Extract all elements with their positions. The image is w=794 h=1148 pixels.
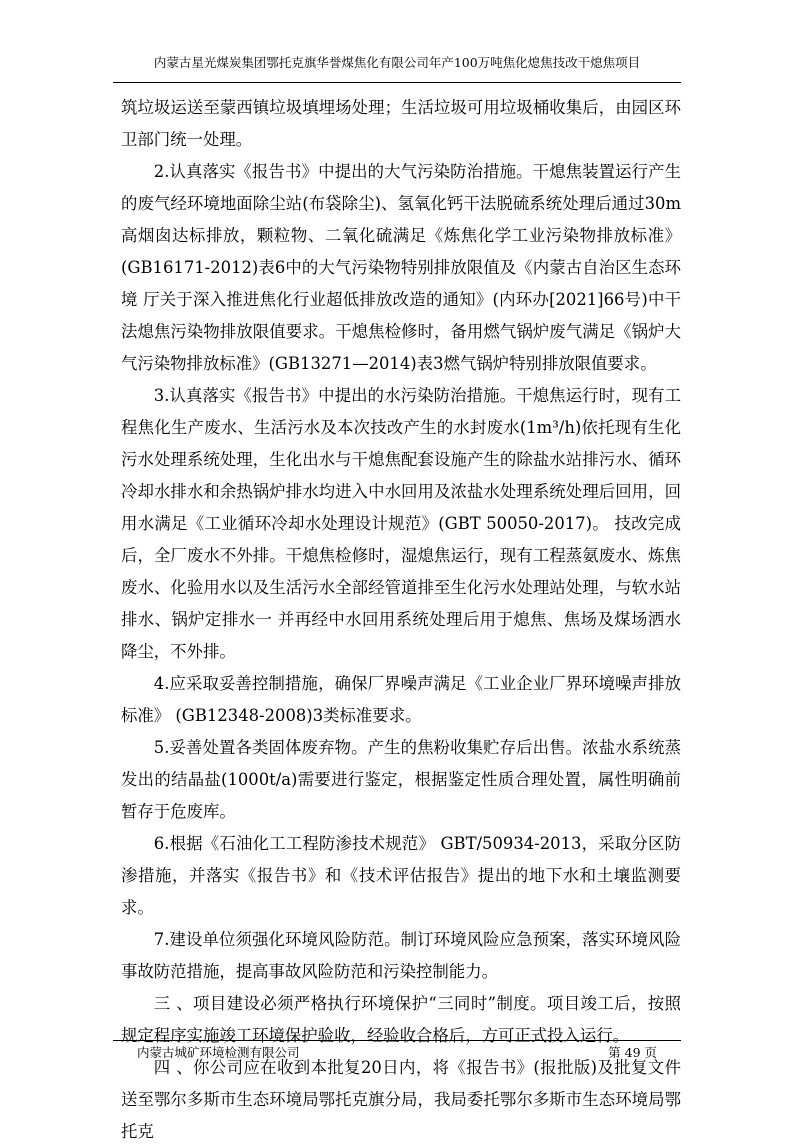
page-header: [113, 52, 681, 83]
page-number: 第 49 页: [608, 1045, 657, 1060]
paragraph-seepage: 6.根据《石油化工工程防渗技术规范》 GBT/50934-2013，采取分区防渗措施，并落实《报告书》和《技术评估报告》提出的地下水和土壤监测要求。: [121, 834, 681, 917]
paragraph-air-pollution: 2.认真落实《报告书》中提出的大气污染防治措施。干熄焦装置运行产生的废气经环境地面除尘站(布袋除尘)、氢氧化钙干法脱硫系统处理后通过30m高烟囱达标排放，颗粒物、二氧化硫满足《炼焦化学工业污染物排放标准》(GB16171-2012)表6中的大气污染物特别排放限值及《内蒙古自治区生态环境 厅关于深入推进焦化行业超低排放改造的通知》(内环办[2021]66号)中干法熄焦污染物排放限值要求。干熄焦检修时，备用燃气锅炉废气满足《锅炉大气污染物排放标准》(GB13271—2014)表3燃气锅炉特别排放限值要求。: [121, 162, 681, 373]
paragraph-water-pollution: 3.认真落实《报告书》中提出的水污染防治措施。干熄焦运行时，现有工程焦化生产废水、生活污水及本次技改产生的水封废水(1m³/h)依托现有生化污水处理系统处理，生化出水与干熄焦配套设施产生的除盐水站排污水、循环冷却水排水和余热锅炉排水均进入中水回用及浓盐水处理系统处理后回用，回用水满足《工业循环冷却水处理设计规范》(GBT 50050-2017)。 技改完成后，全厂废水不外排。干熄焦检修时，湿熄焦运行，现有工程蒸氨废水、炼焦废水、化验用水以及生活污水全部经管道排至生化污水处理站处理，与软水站排水、锅炉定排水一 并再经中水回用系统处理后用于熄焦、焦场及煤场洒水降尘，不外排。: [121, 386, 681, 661]
paragraph-risk: 7.建设单位须强化环境风险防范。制订环境风险应急预案，落实环境风险事故防范措施，提高事故风险防范和污染控制能力。: [121, 930, 681, 981]
footer-company: 内蒙古城矿环境检测有限公司: [137, 1045, 300, 1060]
paragraph-submission: 四 、你公司应在收到本批复20日内，将《报告书》(报批版)及批复文件送至鄂尔多斯市生态环境局鄂托克旗分局，我局委托鄂尔多斯市生态环境局鄂托克: [121, 1058, 681, 1141]
paragraph-continued: 筑垃圾运送至蒙西镇垃圾填埋场处理；生活垃圾可用垃圾桶收集后，由园区环卫部门统一处理。: [121, 98, 681, 149]
header-title: 内蒙古星光煤炭集团鄂托克旗华誉煤焦化有限公司年产100万吨焦化熄焦技改干熄焦项目: [153, 55, 641, 70]
document-body: [121, 92, 681, 1148]
page-footer: [113, 1040, 681, 1060]
paragraph-solid-waste: 5.妥善处置各类固体废弃物。产生的焦粉收集贮存后出售。浓盐水系统蒸发出的结晶盐(1000t/a)需要进行鉴定，根据鉴定性质合理处置，属性明确前暂存于危废库。: [121, 738, 681, 821]
paragraph-three-simultaneous: 三 、项目建设必须严格执行环境保护“三同时”制度。项目竣工后，按照规定程序实施竣工环境保护验收，经验收合格后，方可正式投入运行。: [121, 994, 681, 1045]
paragraph-noise: 4.应采取妥善控制措施，确保厂界噪声满足《工业企业厂界环境噪声排放标准》 (GB12348-2008)3类标准要求。: [121, 674, 681, 725]
